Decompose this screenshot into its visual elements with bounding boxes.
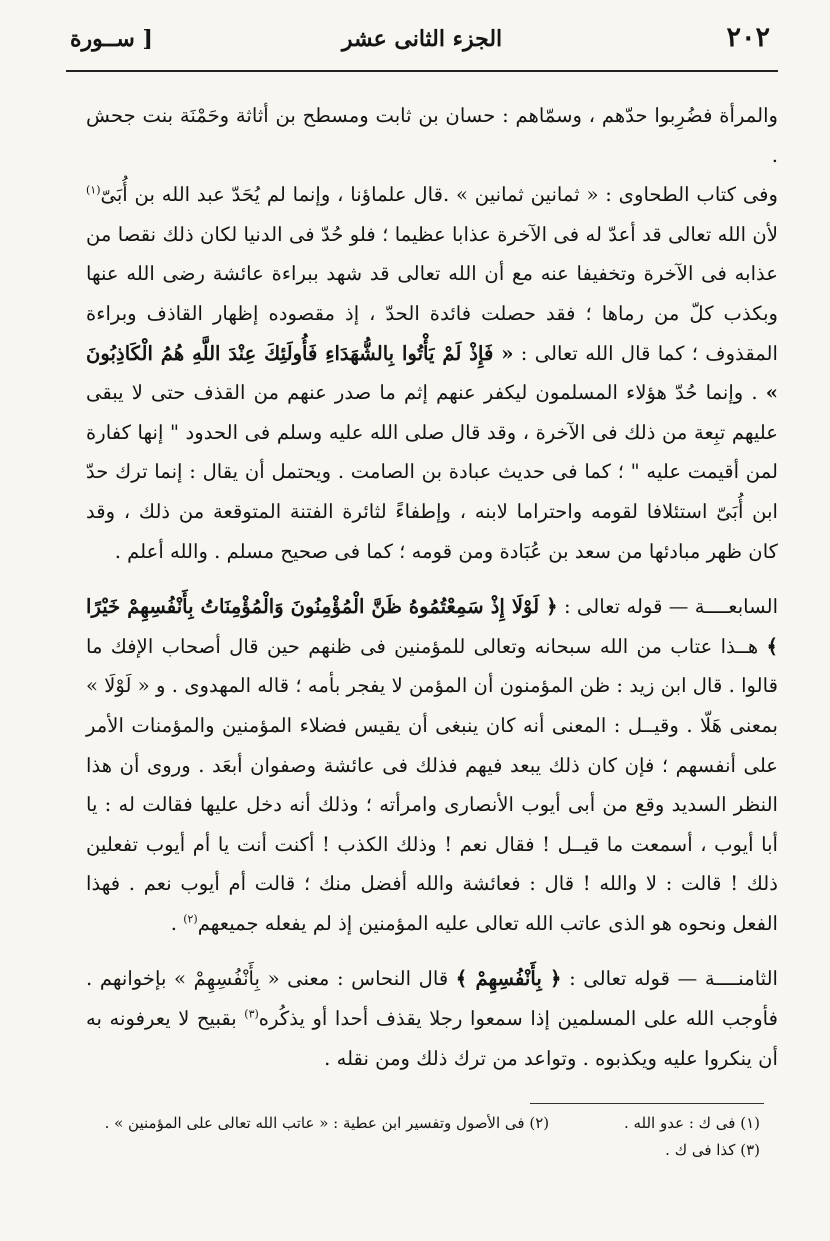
paragraph: الثامنــــة — قوله تعالى : ﴿ بِأَنْفُسِهِمْ ﴾ قال النحاس : معنى « بِأَنْفُسِهِمْ » بإخوانهم . فأوجب الله على المسلمين إذا سمعوا رجلا يقذف أحدا أو يذكُره$^{(٣)}$ بقبيح لا يعرفونه به أن ينكروا عليه ويكذبوه . وتواعد من ترك ذلك ومن نقله .	[86, 967, 778, 1070]
header-divider	[66, 70, 778, 72]
page-number: ٢٠٢	[726, 22, 770, 53]
footnote-marker: (١)	[86, 183, 101, 197]
surah-label: [ ســورة	[70, 26, 153, 52]
footnote-1: (١) فى ك : عدو الله .	[623, 1114, 760, 1132]
page-title: الجزء الثانى عشر	[341, 26, 503, 52]
quran-verse: ﴿ لَوْلَا إِذْ سَمِعْتُمُوهُ ظَنَّ الْمُؤْمِنُونَ وَالْمُؤْمِنَاتُ بِأَنْفُسِهِمْ خَيْرًا ﴾	[86, 595, 778, 658]
footnote-divider	[530, 1103, 764, 1104]
paragraph: السابعــــة — قوله تعالى : ﴿ لَوْلَا إِذْ سَمِعْتُمُوهُ ظَنَّ الْمُؤْمِنُونَ وَالْمُؤْمِنَاتُ بِأَنْفُسِهِمْ خَيْرًا ﴾ هــذا عتاب من الله سبحانه وتعالى للمؤمنين فى ظنهم حين قال أصحاب الإفك ما قالوا . قال ابن زيد : ظن المؤمنون أن المؤمن لا يفجر بأمه ؛ قاله المهدوى . و « لَوْلَا » بمعنى هَلّا . وقيــل : المعنى أنه كان ينبغى أن يقيس فضلاء المؤمنين والمؤمنات الأمر على أنفسهم ؛ فإن كان ذلك يبعد فيهم فذلك فى عائشة وصفوان أبعَد . وروى أن هذا النظر السديد وقع من أبى أيوب الأنصارى وامرأته ؛ وذلك أنه دخل عليها فقالت له : يا أبا أيوب ، أسمعت ما قيــل ! فقال نعم ! وذلك الكذب ! أكنت أنت يا أم أيوب تفعلين ذلك ! قالت : لا والله ! قال : فعائشة والله أفضل منك ؛ قالت أم أيوب نعم . فهذا الفعل ونحوه هو الذى عاتب الله تعالى عليه المؤمنين إذ لم يفعله جميعهم$^{(٢)}$ .	[86, 595, 779, 935]
footnote-marker: (٢)	[183, 912, 198, 926]
paragraph: والمرأة فضُرِبوا حدّهم ، وسمّاهم : حسان بن ثابت ومسطح بن أثاثة وحَمْنَة بنت جحش .	[86, 104, 778, 167]
footnotes	[100, 1110, 760, 1164]
page-header	[66, 22, 778, 68]
quran-verse: ﴿ بِأَنْفُسِهِمْ ﴾	[455, 967, 562, 991]
footnote-3: (٣) كذا فى ك .	[665, 1141, 760, 1159]
footnote-marker: (٣)	[244, 1007, 259, 1021]
paragraph: وفى كتاب الطحاوى : « ثمانين ثمانين » .قال علماؤنا ، وإنما لم يُحَدّ عبد الله بن أُبَىّ$^{(١)}$ لأن الله تعالى قد أعدّ له فى الآخرة عذابا عظيما ؛ فلو حُدّ فى الدنيا لكان ذلك نقصا من عذابه فى الآخرة وتخفيفا عنه مع أن الله تعالى قد شهد ببراءة عائشة رضى الله عنها وبكذب كلّ من رماها ؛ فقد حصلت فائدة الحدّ ، إذ مقصوده إظهار القاذف وبراءة المقذوف ؛ كما قال الله تعالى : « فَإِذْ لَمْ يَأْتُوا بِالشُّهَدَاءِ فَأُولَئِكَ عِنْدَ اللَّهِ هُمُ الْكَاذِبُونَ » . وإنما حُدّ هؤلاء المسلمون ليكفر عنهم إثم ما صدر عنهم من القذف حتى لا يبقى عليهم تبِعة من ذلك فى الآخرة ، وقد قال صلى الله عليه وسلم فى الحدود " إنها كفارة لمن أقيمت عليه " ؛ كما فى حديث عبادة بن الصامت . ويحتمل أن يقال : إنما ترك حدّ ابن أُبَىّ استئلافا لقومه واحتراما لابنه ، وإطفاءً لثائرة الفتنة المتوقعة من ذلك ، وقد كان ظهر مبادئها من سعد بن عُبَادة ومن قومه ؛ كما فى صحيح مسلم . والله أعلم .	[86, 183, 778, 563]
quran-verse: « فَإِذْ لَمْ يَأْتُوا بِالشُّهَدَاءِ فَأُولَئِكَ عِنْدَ اللَّهِ هُمُ الْكَاذِبُونَ »	[86, 341, 778, 405]
footnote-2: (٢) فى الأصول وتفسير ابن عطية : « عاتب الله تعالى على المؤمنين » .	[104, 1114, 550, 1132]
main-text	[86, 96, 778, 1078]
